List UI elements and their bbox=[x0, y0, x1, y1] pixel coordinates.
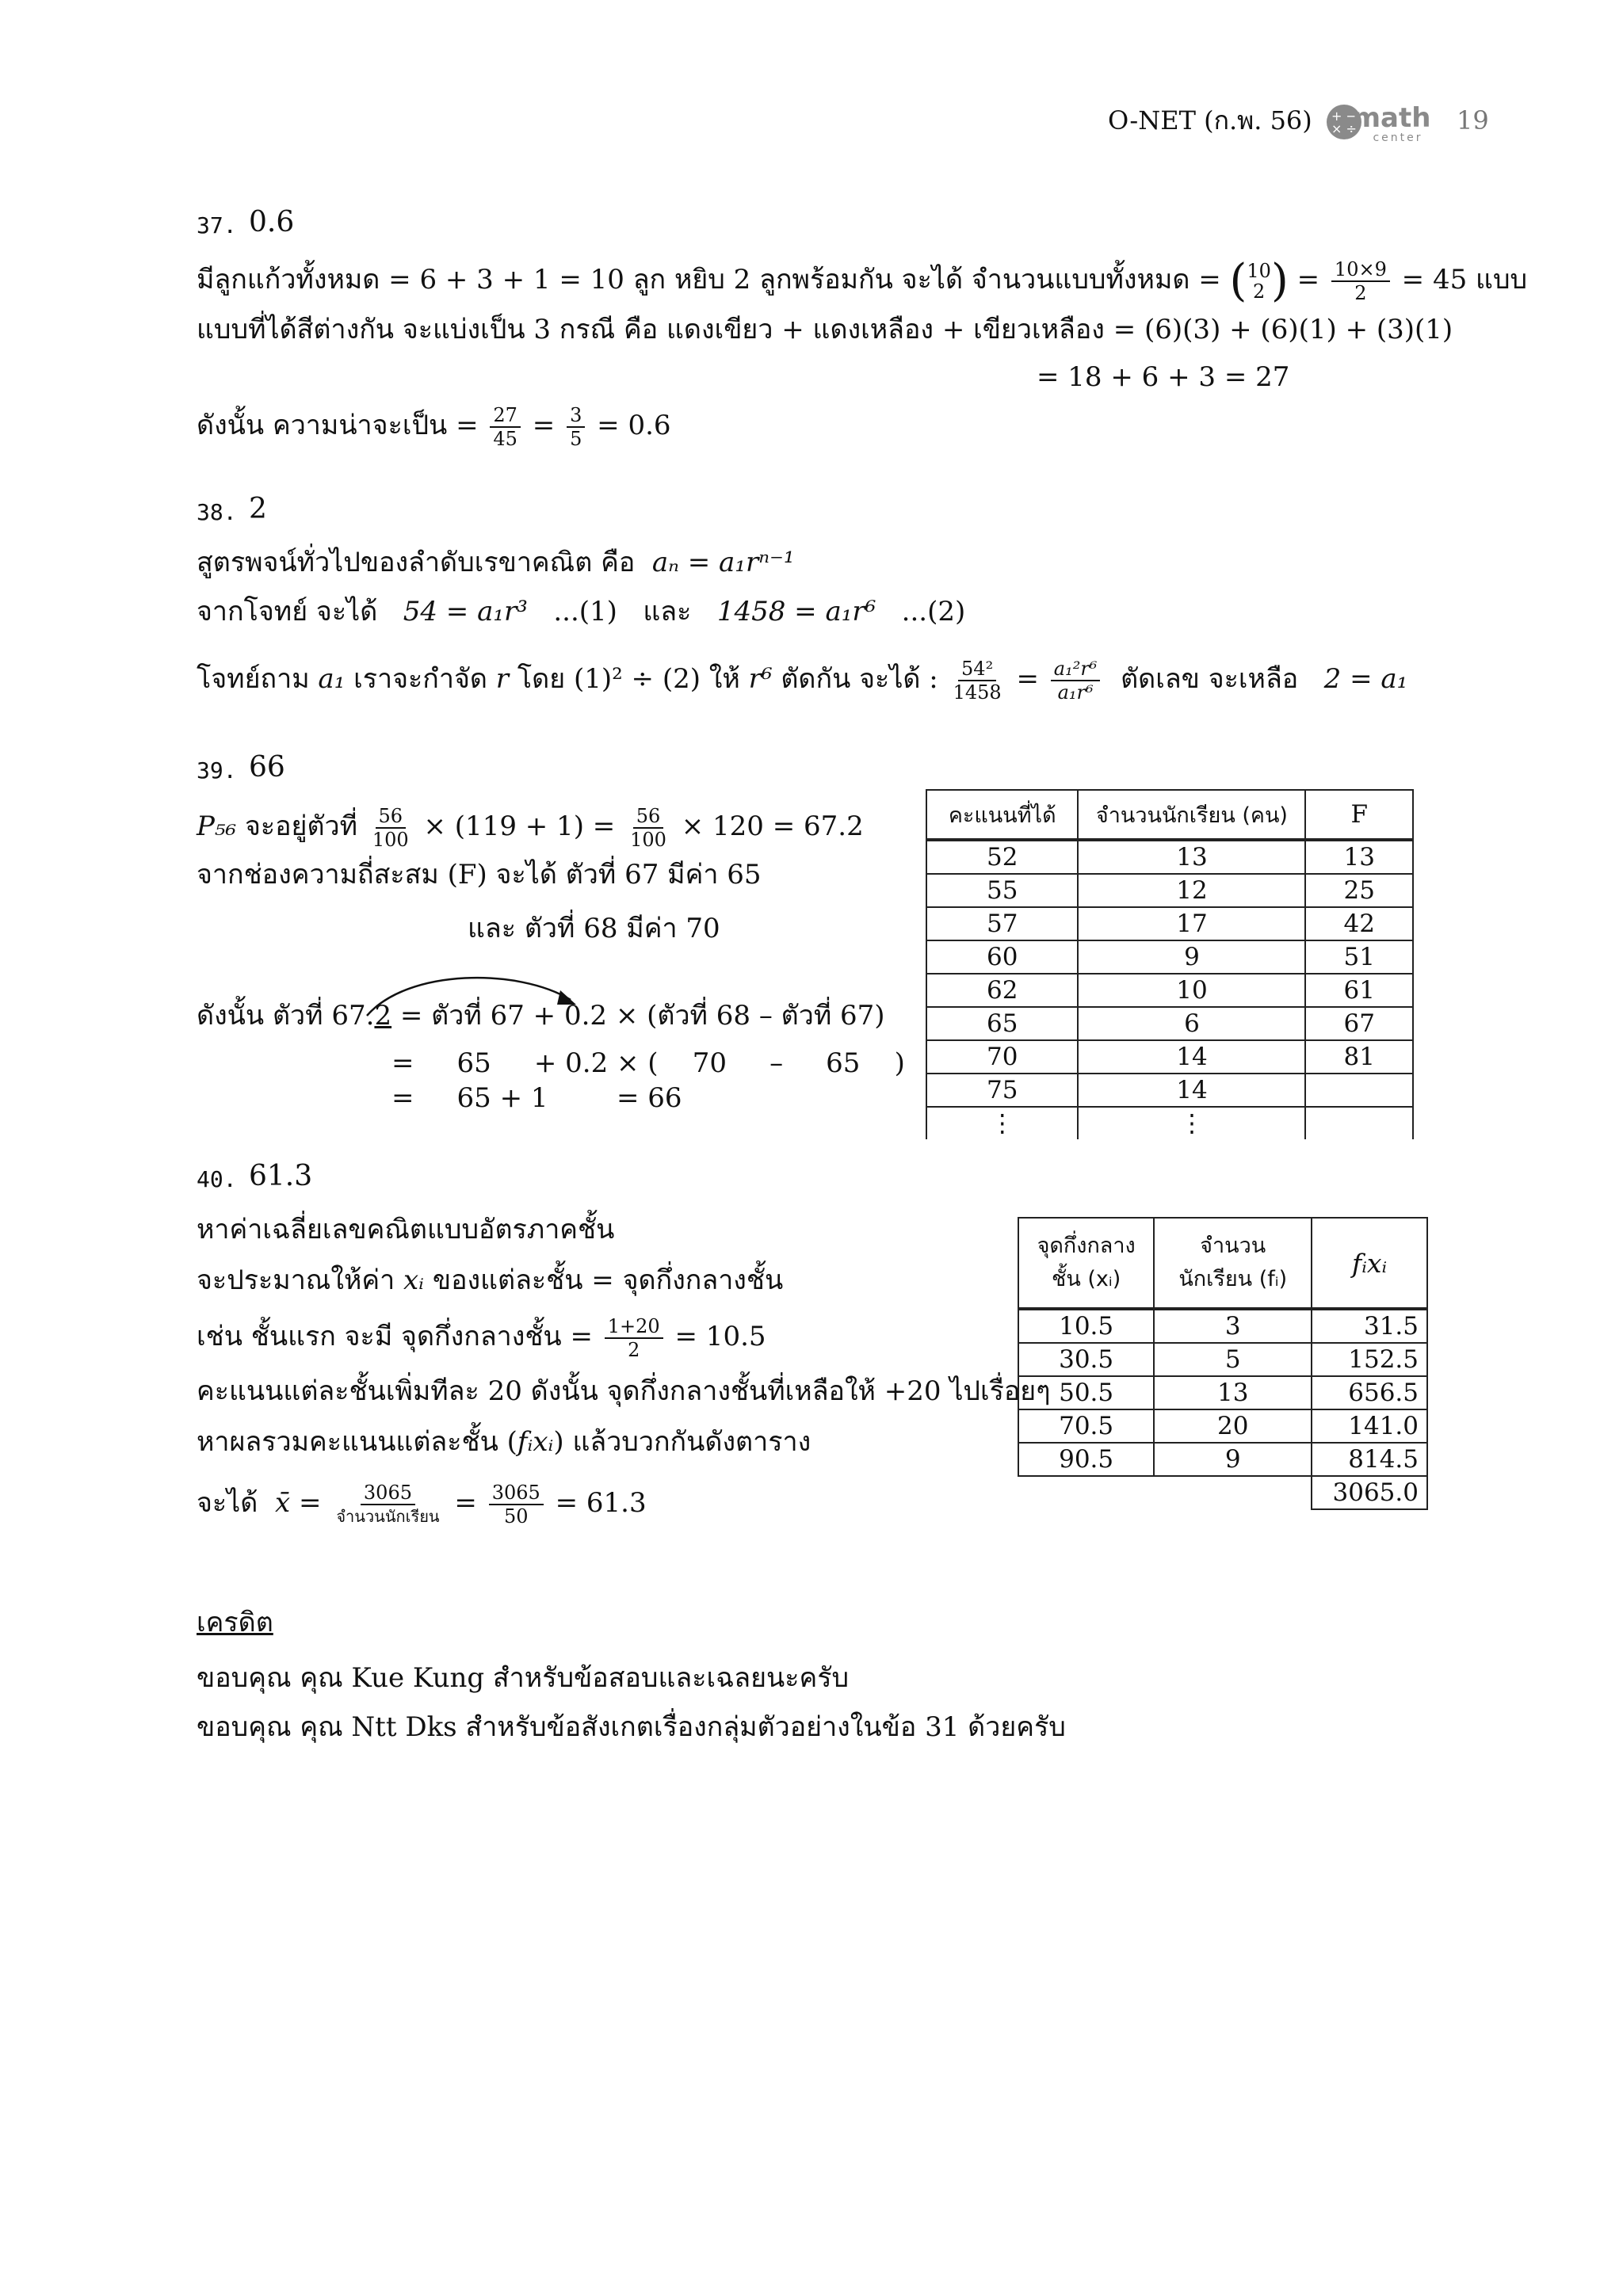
table-header: คะแนนที่ได้ bbox=[926, 790, 1078, 840]
table-row: 55 12 25 bbox=[926, 874, 1413, 907]
table-total-row bbox=[1018, 1476, 1427, 1509]
q39-line2: จากช่องความถี่สะสม (F) จะได้ ตัวที่ 67 มีค่า 65 bbox=[197, 859, 762, 891]
q38-line1: สูตรพจน์ทั่วไปของลำดับเรขาคณิต คือ aₙ = a₁rⁿ⁻¹ bbox=[197, 547, 795, 578]
svg-text:+ −: + − bbox=[1331, 109, 1357, 124]
math-center-logo bbox=[1325, 98, 1436, 149]
q37-line2: แบบที่ได้สีต่างกัน จะแบ่งเป็น 3 กรณี คือ แดงเขียว + แดงเหลือง + เขียวเหลือง = (6)(3) + (6)(1) + (3)(1) bbox=[197, 314, 1453, 345]
table-row: 57 17 42 bbox=[926, 907, 1413, 940]
table-row: 70 14 81 bbox=[926, 1040, 1413, 1074]
credits-title: เครดิต bbox=[197, 1607, 273, 1638]
logo-sub: center bbox=[1373, 132, 1423, 144]
q38-line2: จากโจทย์ จะได้ 54 = a₁r³ ...(1) และ 1458 = a₁r⁶ ...(2) bbox=[197, 596, 966, 627]
q40-line2: จะประมาณให้ค่า xᵢ ของแต่ละชั้น = จุดกึ่งกลางชั้น bbox=[197, 1264, 784, 1296]
table-row: 60 9 51 bbox=[926, 940, 1413, 974]
table-row: 30.5 5 152.5 bbox=[1018, 1343, 1427, 1376]
q40-line5: หาผลรวมคะแนนแต่ละชั้น (fᵢxᵢ) แล้วบวกกันดังตาราง bbox=[197, 1426, 812, 1458]
q39-number: 39. bbox=[197, 757, 237, 784]
q39-line5: = 65 + 0.2 × ( 70 – 65 ) bbox=[391, 1047, 905, 1079]
table-header: F bbox=[1305, 790, 1413, 840]
table-row: 90.5 9 814.5 bbox=[1018, 1443, 1427, 1476]
table-row: 75 14 bbox=[926, 1074, 1413, 1107]
credits-line1: ขอบคุณ คุณ Kue Kung สำหรับข้อสอบและเฉลยนะครับ bbox=[197, 1662, 850, 1694]
table-row: 70.5 20 141.0 bbox=[1018, 1409, 1427, 1443]
q39-line4: ดังนั้น ตัวที่ 67.2 = ตัวที่ 67 + 0.2 × (ตัวที่ 68 – ตัวที่ 67) bbox=[197, 1000, 885, 1032]
logo-text: math bbox=[1352, 102, 1431, 134]
page-number: 19 bbox=[1457, 105, 1489, 135]
table-row: 50.5 13 656.5 bbox=[1018, 1376, 1427, 1409]
table-total: 3065.0 bbox=[1312, 1476, 1427, 1509]
q37-answer: 0.6 bbox=[249, 206, 295, 238]
q39-frequency-table bbox=[926, 789, 1414, 1139]
svg-text:× ÷: × ÷ bbox=[1331, 121, 1357, 136]
q38-number: 38. bbox=[197, 499, 237, 525]
q40-line4: คะแนนแต่ละชั้นเพิ่มทีละ 20 ดังนั้น จุดกึ่งกลางชั้นที่เหลือให้ +20 ไปเรื่อยๆ bbox=[197, 1375, 1051, 1407]
q39-answer: 66 bbox=[249, 751, 285, 784]
table-row: 52 13 13 bbox=[926, 840, 1413, 874]
table-row: 10.5 3 31.5 bbox=[1018, 1309, 1427, 1343]
q40-line3: เช่น ชั้นแรก จะมี จุดกึ่งกลางชั้น = $\frac{1+20}{2}$ = 10.5 bbox=[197, 1315, 766, 1361]
q37-line1: มีลูกแก้วทั้งหมด = 6 + 3 + 1 = 10 ลูก หยิบ 2 ลูกพร้อมกัน จะได้ จำนวนแบบทั้งหมด = ( 10 2 ) = $\frac{10\times 9}{2}$ = 45 แบบ bbox=[197, 255, 1528, 307]
table-row: ⋮ ⋮ bbox=[926, 1107, 1413, 1139]
q38-answer: 2 bbox=[249, 493, 267, 525]
q37-line4: ดังนั้น ความน่าจะเป็น = $\frac{27}{45}$ = $\frac{3}{5}$ = 0.6 bbox=[197, 404, 671, 450]
table-header: จำนวน นักเรียน (fᵢ) bbox=[1154, 1218, 1312, 1309]
q39-line6: = 65 + 1 = 66 bbox=[391, 1082, 682, 1114]
q39-line3: และ ตัวที่ 68 มีค่า 70 bbox=[468, 913, 720, 944]
q40-number: 40. bbox=[197, 1166, 237, 1192]
credits-line2: ขอบคุณ คุณ Ntt Dks สำหรับข้อสังเกตเรื่องกลุ่มตัวอย่างในข้อ 31 ด้วยครับ bbox=[197, 1711, 1066, 1743]
q37-number: 37. bbox=[197, 212, 237, 238]
q39-line1: P₅₆ จะอยู่ตัวที่ $\frac{56}{100}$ × (119 + 1) = $\frac{56}{100}$ × 120 = 67.2 bbox=[197, 805, 864, 851]
q40-line1: หาค่าเฉลี่ยเลขคณิตแบบอัตรภาคชั้น bbox=[197, 1214, 615, 1245]
table-header: fᵢxᵢ bbox=[1312, 1218, 1427, 1309]
table-row: 62 10 61 bbox=[926, 974, 1413, 1007]
table-header: จำนวนนักเรียน (คน) bbox=[1078, 790, 1305, 840]
q37-line3: = 18 + 6 + 3 = 27 bbox=[1037, 361, 1290, 393]
table-row: 65 6 67 bbox=[926, 1007, 1413, 1040]
table-header: จุดกึ่งกลาง ชั้น (xᵢ) bbox=[1018, 1218, 1154, 1309]
q38-line3: โจทย์ถาม a₁ เราจะกำจัด r โดย (1)² ÷ (2) ให้ r⁶ ตัดกัน จะได้ : $\frac{\text{54²}}{1458}$ = $\frac{\text{a₁²r⁶}}{\text{a₁r⁶}}$ ตัดเลข จะเหลือ 2 = a₁ bbox=[197, 658, 1408, 704]
q40-midpoint-table bbox=[1018, 1217, 1428, 1510]
q40-answer: 61.3 bbox=[249, 1160, 313, 1192]
header-title: O-NET (ก.พ. 56) bbox=[1108, 105, 1312, 135]
q40-line6: จะได้ x̄ = $\frac{3065}{\text{จำนวนนักเรียน}}$ = $\frac{3065}{50}$ = 61.3 bbox=[197, 1482, 647, 1527]
